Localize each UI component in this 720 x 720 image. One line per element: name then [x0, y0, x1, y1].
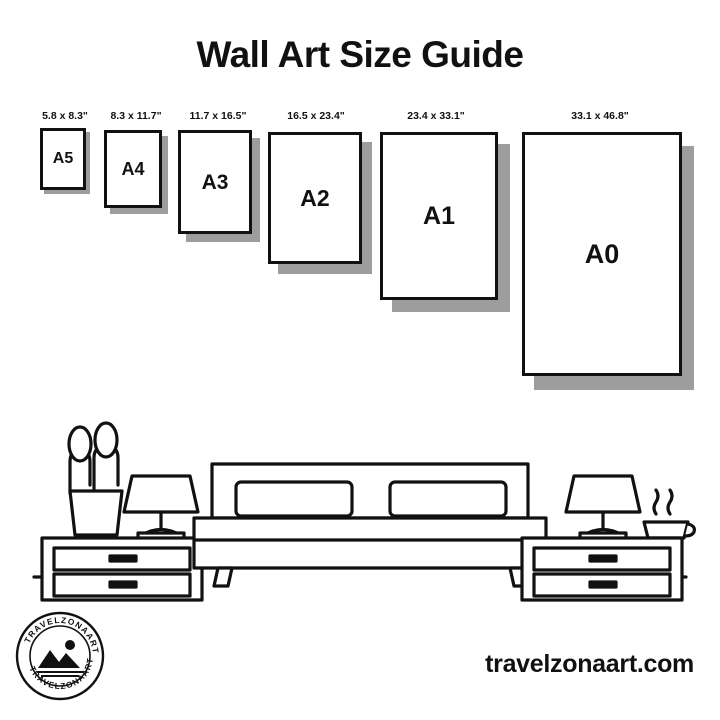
frame-dimension-a2: 16.5 x 23.4" — [287, 110, 345, 122]
frame-dimension-a0: 33.1 x 46.8" — [571, 110, 629, 122]
bed — [194, 464, 546, 586]
coffee-cup — [644, 490, 694, 538]
frame-dimension-a4: 8.3 x 11.7" — [110, 110, 162, 122]
frame-a3 — [178, 130, 252, 234]
frame-dimension-a3: 11.7 x 16.5" — [189, 110, 247, 122]
table-lamp-right — [566, 476, 640, 539]
table-lamp-left — [124, 476, 198, 539]
frame-a0 — [522, 132, 682, 376]
frame-a4 — [104, 130, 162, 208]
frame-label-a4: A4 — [121, 159, 145, 179]
nightstand-left — [42, 538, 202, 600]
frame-label-a5: A5 — [52, 150, 74, 167]
frame-dimension-a5: 5.8 x 8.3" — [42, 110, 88, 122]
frame-label-a0: A0 — [584, 238, 620, 269]
frame-dimension-a1: 23.4 x 33.1" — [407, 110, 465, 122]
frame-a5 — [40, 128, 86, 190]
website-url: travelzonaart.com — [485, 650, 694, 678]
size-chart — [0, 110, 720, 410]
brand-logo — [14, 610, 106, 702]
nightstand-right — [522, 538, 682, 600]
vase-with-plant — [69, 423, 122, 535]
logo-text-top: TRAVELZONAART — [22, 614, 102, 655]
frame-a2 — [268, 132, 362, 264]
frame-label-a1: A1 — [423, 201, 455, 230]
frame-label-a2: A2 — [300, 184, 330, 211]
logo-text-bottom: TRAVELZONAART — [27, 656, 96, 692]
frame-a1 — [380, 132, 498, 300]
frame-label-a3: A3 — [201, 170, 229, 194]
page-title: Wall Art Size Guide — [196, 34, 524, 75]
bedroom-illustration — [22, 372, 698, 602]
